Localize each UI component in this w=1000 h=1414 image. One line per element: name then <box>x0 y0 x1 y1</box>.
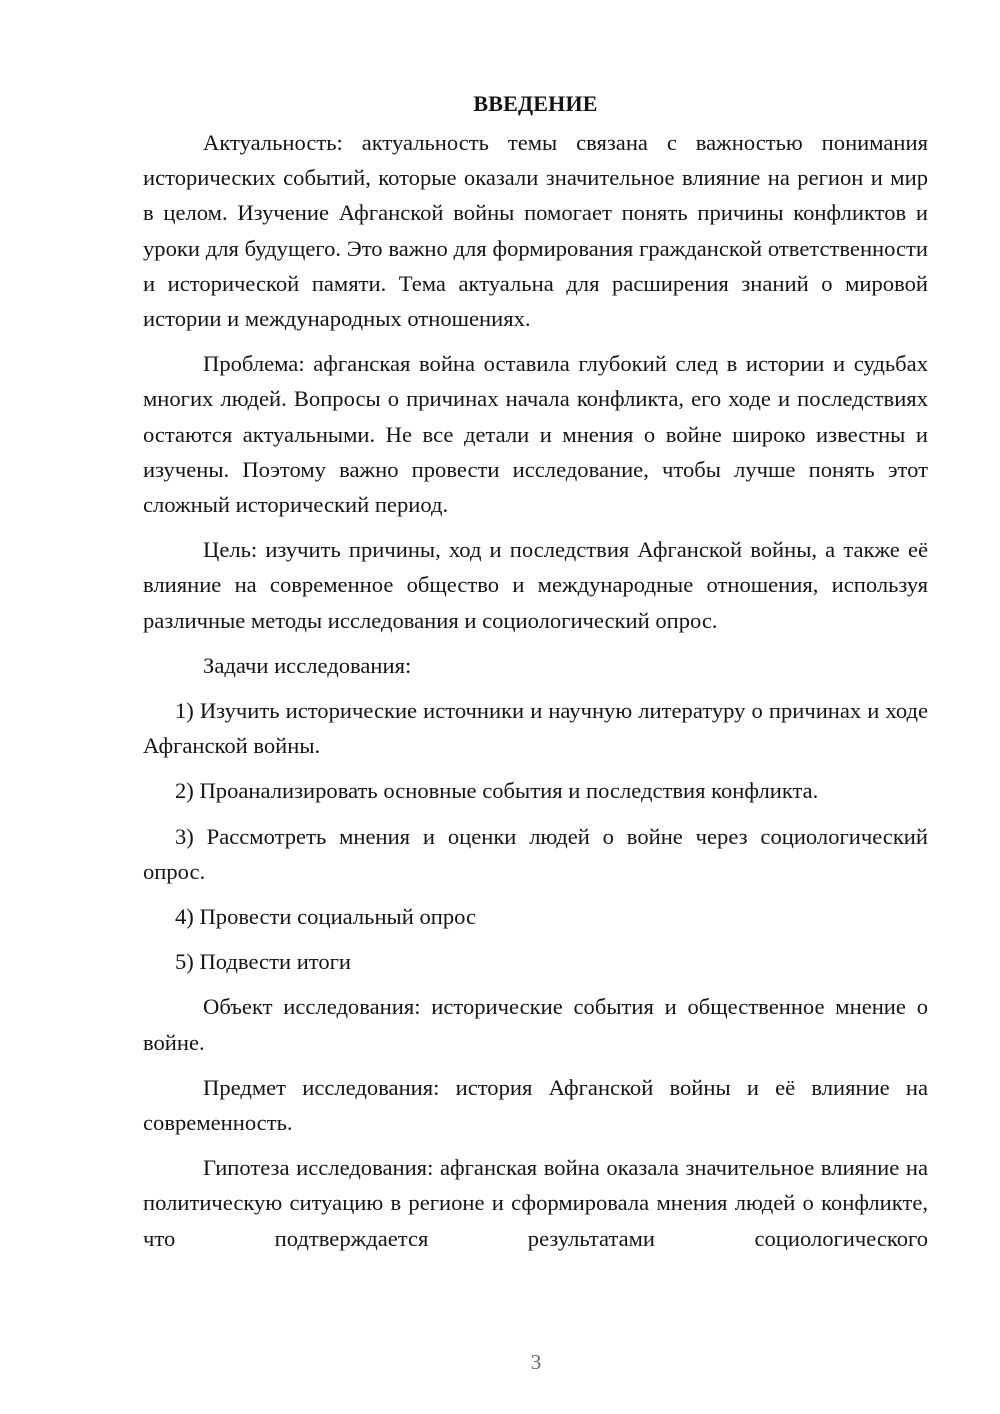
task-item-4: 4) Провести социальный опрос <box>175 904 477 930</box>
task-item-3: 3) Рассмотреть мнения и оценки людей о войне через социологический опрос. <box>143 823 928 884</box>
document-page <box>143 90 928 1266</box>
paragraph-goal: Цель: изучить причины, ход и последствия Афганской войны, а также её влияние на современное общество и международные отношения, используя различные методы исследования и социологический опрос. <box>143 537 928 633</box>
paragraph-relevance: Актуальность: актуальность темы связана с важностью понимания исторических событий, которые оказали значительное влияние на регион и мир в целом. Изучение Афганской войны помогает понять причины конфликтов и уроки для будущего. Это важно для формирования гражданской ответственности и исторической памяти. Тема актуальна для расширения знаний о мировой истории и международных отношениях. <box>143 130 928 332</box>
paragraph-hypothesis: Гипотеза исследования: афганская война оказала значительное влияние на политическую ситуацию в регионе и сформировала мнения людей о конфликте, что подтверждается результатами социологического <box>143 1155 928 1251</box>
section-title: ВВЕДЕНИЕ <box>473 91 598 116</box>
paragraph-subject: Предмет исследования: история Афганской войны и её влияние на современность. <box>143 1074 928 1136</box>
paragraph-object: Объект исследования: исторические события и общественное мнение о войне. <box>143 994 928 1055</box>
task-item-5: 5) Подвести итоги <box>175 949 352 975</box>
paragraph-problem: Проблема: афганская война оставила глубокий след в истории и судьбах многих людей. Вопросы о причинах начала конфликта, его ходе и последствиях остаются актуальными. Не все детали и мнения о войне широко известны и изучены. Поэтому важно провести исследование, чтобы лучше понять этот сложный исторический период. <box>143 351 928 518</box>
task-item-1: 1) Изучить исторические источники и научную литературу о причинах и ходе Афганской войны. <box>143 698 928 759</box>
task-item-2: 2) Проанализировать основные события и последствия конфликта. <box>175 778 819 804</box>
tasks-heading: Задачи исследования: <box>203 652 412 678</box>
page-number: 3 <box>530 1350 542 1374</box>
